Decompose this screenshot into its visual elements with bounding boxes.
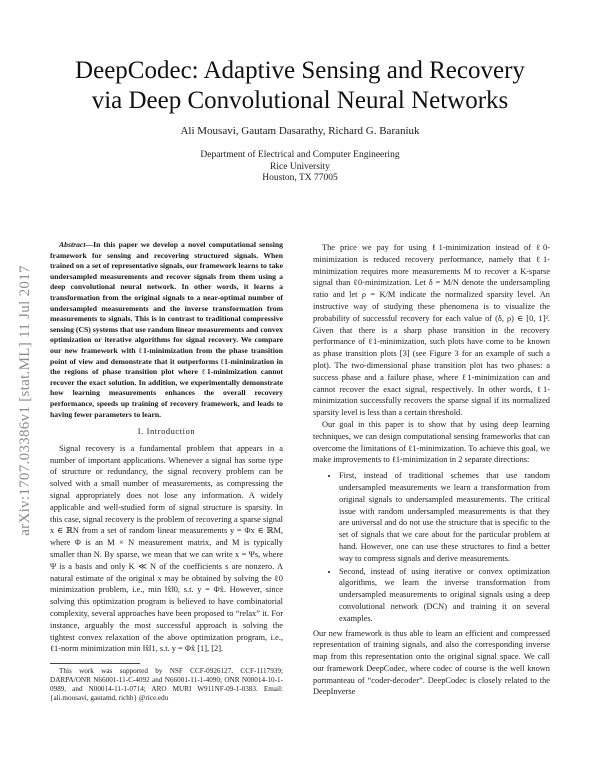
abstract-text: —In this paper we develop a novel computational sensing framework for sensing and recovering structured signals. When trained on a set of representative signals, our framework learns to take undersampled measurements and recover signals from them using a deep convolutional neural network. In other words, it learns a transformation from the original signals to a near-optimal number of undersampled measurements and the inverse transformation from measurements to signals. This is in contrast to traditional compressive sensing (CS) systems that use random linear measurements and convex optimization or iterative algorithms for signal recovery. We compare our new framework with ℓ1-minimization from the phase transition point of view and demonstrate that it outperforms ℓ1-minimization in the regions of phase transition plot where ℓ1-minimization cannot recover the exact solution. In addition, we experimentally demonstrate how learning measurements enhances the overall recovery performance, speeds up training of recovery framework, and leads to having fewer parameters to learn. <box>50 240 283 419</box>
abstract <box>50 240 283 420</box>
contribution-item-2: • Second, instead of using iterative or convex optimization algorithms, we learn the inverse transformation from undersampled measurements to original signals using a deep convolutional network (DCN) and training it on several examples. <box>339 566 550 625</box>
arxiv-stamp <box>12 190 38 610</box>
affiliation <box>60 150 540 185</box>
authors <box>60 124 540 138</box>
left-column <box>50 240 283 703</box>
affiliation-university: Rice University <box>270 161 330 172</box>
contribution-list <box>313 470 550 624</box>
right-paragraph-3: Our new framework is thus able to learn an efficient and compressed representation of training signals, and also the corresponding inverse map from this representation onto the original signal space. We call our framework DeepCodec, where codec of course is the well known portmanteau of “coder-decoder”. DeepCodec is closely related to the DeepInverse <box>313 628 550 697</box>
paper-title <box>60 56 540 116</box>
title-line-2: via Deep Convolutional Neural Networks <box>91 87 509 114</box>
arxiv-stamp-text: arXiv:1707.03386v1 [stat.ML] 11 Jul 2017 <box>16 264 33 536</box>
intro-paragraph-1: Signal recovery is a fundamental problem that appears in a number of important applications. Whenever a signal has some type of structure or redundancy, the signal recovery problem can be solved with a small number of measurements, as compressing the signal appropriately does not lose any information. A widely applicable and well-studied form of signal structure is sparsity. In this case, signal recovery is the problem of recovering a sparse signal x ∈ ℝN from a set of random linear measurements y = Φx ∈ ℝM, where Φ is an M × N measurement matrix, and M is typically smaller than N. By sparse, we mean that we can write x = Ψs, where Ψ is a basis and only K ≪ N of the coefficients s are nonzero. A natural estimate of the original x may be obtained by solving the ℓ0 minimization problem, i.e., min ‖x̂‖0, s.t. y = Φx̂. However, since solving this optimization program is believed to have combinatorial complexity, several approaches have been proposed to “relax” it. For instance, arguably the most successful approach is solving the tightest convex relaxation of the above optimization program, i.e., ℓ1-norm minimization min ‖x̂‖1, s.t. y = Φx̂ [1], [2]. <box>50 443 283 654</box>
contribution-item-1: • First, instead of traditional schemes that use random undersampled measurements we learn a transformation from original signals to undersampled measurements. The critical issue with random undersampled measurements is that they are universal and do not use the structure that is specific to the set of signals that we care about for the particular problem at hand. However, one can use these structures to find a better way to compress signals and derive measurements. <box>339 470 550 564</box>
section-heading-introduction: I. Introduction <box>137 427 196 437</box>
author-list: Ali Mousavi, Gautam Dasarathy, Richard G. Baraniuk <box>180 125 420 137</box>
right-paragraph-1: The price we pay for using ℓ1-minimization instead of ℓ0-minimization is reduced recovery performance, namely that ℓ1-minimization requires more measurements M to recover a K-sparse signal than ℓ0-minimization. Let δ = M/N denote the undersampling ratio and let ρ = K/M indicate the normalized sparsity level. An instructive way of studying these phenomena is to visualize the probability of successful recovery for each value of (δ, ρ) ∈ [0, 1]². Given that there is a sharp phase transition in the recovery performance of ℓ1-minimization, such plots have come to be known as phase transition plots [3] (see Figure 3 for an example of such a plot). The two-dimensional phase transition plot has two phases: a success phase and a failure phase, where ℓ1-minimization can and cannot recover the exact signal, respectively. In other words, ℓ1-minimization successfully recovers the sparse signal if its normalized sparsity level is less than a certain threshold. <box>313 243 550 418</box>
affiliation-department: Department of Electrical and Computer Engineering <box>200 150 400 160</box>
title-line-1: DeepCodec: Adaptive Sensing and Recovery <box>75 57 525 84</box>
right-column <box>313 242 550 698</box>
right-paragraph-2: Our goal in this paper is to show that by using deep learning techniques, we can design computational sensing frameworks that can overcome the limitations of ℓ1-minimization. To achieve this goal, we make improvements to ℓ1-minimization in 2 separate directions: <box>313 419 550 465</box>
footnote: This work was supported by NSF CCF-0926127, CCF-1117939; DARPA/ONR N66001-11-C-4092 and N66001-11-1-4090; ONR N00014-10-1-0989, and N00014-11-1-0714; ARO MURI W911NF-09-1-0383. Email: {ali.mousavi, gautamd, richb} @rice.edu <box>50 667 283 703</box>
footnote-divider <box>50 663 140 664</box>
affiliation-city: Houston, TX 77005 <box>262 173 338 183</box>
abstract-lead: Abstract <box>59 240 86 249</box>
